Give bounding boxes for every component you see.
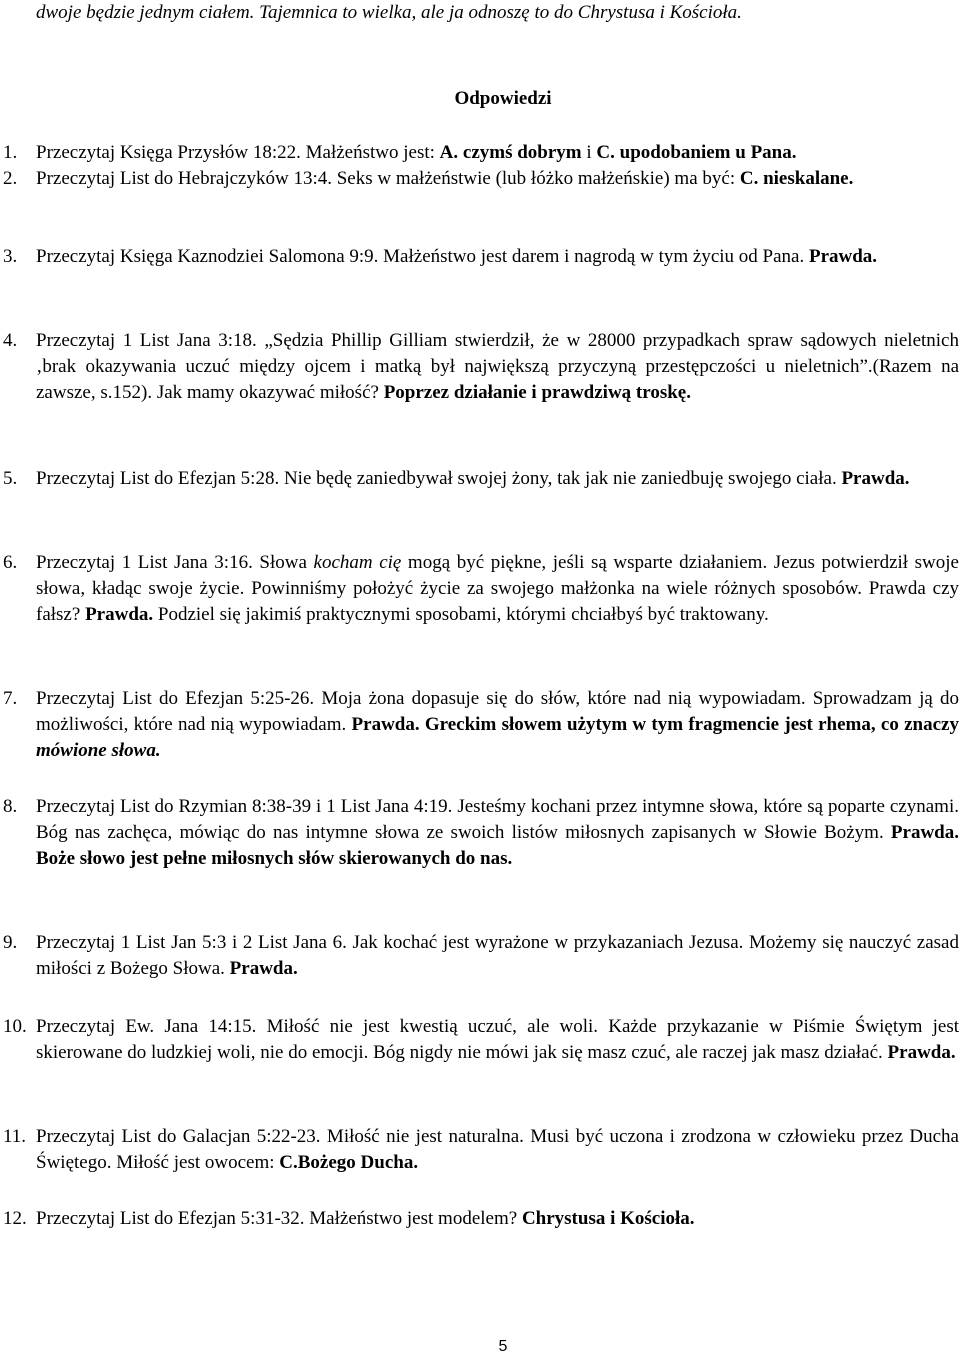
- answer-run: Poprzez działanie i prawdziwą troskę.: [383, 382, 691, 403]
- text-run: Przeczytaj 1 List Jana 3:18. „Sędzia Phillip Gilliam stwierdził, że w 28000 przypadkach spraw sądowych nieletnich ‚brak okazywania uczuć między ojcem i matką był największą przyczyną przestępczości u nieletnich”.(Razem na zawsze, s.152). Jak mamy okazywać miłość?: [36, 330, 959, 403]
- answer-item: [0, 686, 960, 764]
- item-text: [36, 466, 959, 492]
- answer-item: [0, 140, 960, 166]
- text-run: Przeczytaj Ew. Jana 14:15. Miłość nie jest kwestią uczuć, ale woli. Każde przykazanie w Piśmie Świętym jest skierowane do ludzkiej woli, nie do emocji. Bóg nigdy nie mówi jak się masz czuć, ale raczej jak masz działać.: [36, 1016, 959, 1063]
- page-number: 5: [498, 1338, 508, 1355]
- answer-item: [0, 466, 960, 492]
- answer-item: [0, 794, 960, 872]
- item-text: [36, 550, 959, 628]
- text-run: mogą być piękne, jeśli są wsparte działaniem. Jezus potwierdził swoje słowa, kładąc swoje życie. Powinniśmy położyć życie za swojego małżonka na wiele różnych sposobów. Prawda czy fałsz?: [36, 552, 959, 625]
- text-run: Przeczytaj List do Efezjan 5:28. Nie będę zaniedbywał swojej żony, tak jak nie zaniedbuję swojego ciała.: [36, 468, 842, 489]
- item-number: 8.: [3, 796, 18, 817]
- answer-run: C. nieskalane.: [739, 168, 854, 189]
- text-run: Przeczytaj 1 List Jan 5:3 i 2 List Jana 6. Jak kochać jest wyrażone w przykazaniach Jezusa. Możemy się nauczyć zasad miłości z Bożego Słowa.: [36, 932, 959, 979]
- item-text: [36, 166, 959, 192]
- item-text: [36, 140, 959, 166]
- answer-run: Prawda.: [841, 468, 910, 489]
- text-run: Przeczytaj Księga Kaznodziei Salomona 9:9. Małżeństwo jest darem i nagrodą w tym życiu od Pana.: [36, 246, 809, 267]
- answer-run: Prawda.: [85, 604, 154, 625]
- italic-run: kocham cię: [313, 552, 402, 573]
- item-number: 10.: [3, 1016, 27, 1037]
- item-number: 1.: [3, 142, 18, 163]
- text-run: Przeczytaj List do Efezjan 5:25-26. Moja żona dopasuje się do słów, które nad nią wypowiadam. Sprowadzam ją do możliwości, które nad nią wypowiadam.: [36, 688, 959, 735]
- answer-item: [0, 328, 960, 406]
- text-run: Przeczytaj List do Rzymian 8:38-39 i 1 List Jana 4:19. Jesteśmy kochani przez intymne słowa, które są poparte czynami. Bóg nas zachęca, mówiąc do nas intymne słowa ze swoich listów miłosnych zapisanych w Słowie Bożym.: [36, 796, 959, 843]
- answer-run: A. czymś dobrym: [439, 142, 582, 163]
- answer-run: Prawda.: [808, 246, 878, 267]
- answer-run: Prawda.: [229, 958, 298, 979]
- section-heading: Odpowiedzi: [454, 88, 552, 109]
- item-number: 3.: [3, 246, 18, 267]
- answer-run: C.Bożego Ducha.: [279, 1152, 419, 1173]
- item-text: [36, 244, 959, 270]
- item-number: 9.: [3, 932, 18, 953]
- text-run: i: [581, 142, 597, 163]
- item-text: [36, 328, 959, 406]
- item-text: [36, 686, 959, 764]
- answer-run: Prawda. Boże słowo jest pełne miłosnych słów skierowanych do nas.: [36, 822, 959, 869]
- text-run: Przeczytaj List do Efezjan 5:31-32. Małżeństwo jest modelem?: [36, 1208, 522, 1229]
- intro-line: dwoje będzie jednym ciałem. Tajemnica to wielka, ale ja odnoszę to do Chrystusa i Kościoła.: [36, 2, 742, 23]
- text-run: Przeczytaj List do Galacjan 5:22-23. Miłość nie jest naturalna. Musi być uczona i zrodzona w człowieku przez Ducha Świętego. Miłość jest owocem:: [36, 1126, 959, 1173]
- answer-item: [0, 1206, 960, 1232]
- item-text: [36, 1124, 959, 1176]
- answer-item: [0, 930, 960, 982]
- item-text: [36, 1014, 959, 1066]
- answer-italic-run: mówione słowa.: [36, 740, 161, 761]
- text-run: Przeczytaj List do Hebrajczyków 13:4. Seks w małżeństwie (lub łóżko małżeńskie) ma być:: [36, 168, 740, 189]
- answer-item: [0, 1014, 960, 1066]
- text-run: Przeczytaj 1 List Jana 3:16. Słowa: [36, 552, 314, 573]
- item-number: 7.: [3, 688, 18, 709]
- answer-item: [0, 244, 960, 270]
- answer-item: [0, 166, 960, 192]
- item-text: [36, 1206, 959, 1232]
- item-number: 11.: [3, 1126, 27, 1147]
- item-number: 2.: [3, 168, 18, 189]
- answer-run: Prawda. Greckim słowem użytym w tym fragmencie jest rhema, co znaczy: [351, 714, 959, 735]
- item-number: 5.: [3, 468, 18, 489]
- answer-run: Chrystusa i Kościoła.: [521, 1208, 695, 1229]
- item-number: 6.: [3, 552, 18, 573]
- item-number: 12.: [3, 1208, 27, 1229]
- item-text: [36, 794, 959, 872]
- answer-run: Prawda.: [887, 1042, 956, 1063]
- text-run: Podziel się jakimiś praktycznymi sposobami, którymi chciałbyś być traktowany.: [153, 604, 769, 625]
- text-run: Przeczytaj Księga Przysłów 18:22. Małżeństwo jest:: [36, 142, 440, 163]
- item-number: 4.: [3, 330, 18, 351]
- answer-item: [0, 1124, 960, 1176]
- item-text: [36, 930, 959, 982]
- answer-run: C. upodobaniem u Pana.: [596, 142, 797, 163]
- answer-item: [0, 550, 960, 628]
